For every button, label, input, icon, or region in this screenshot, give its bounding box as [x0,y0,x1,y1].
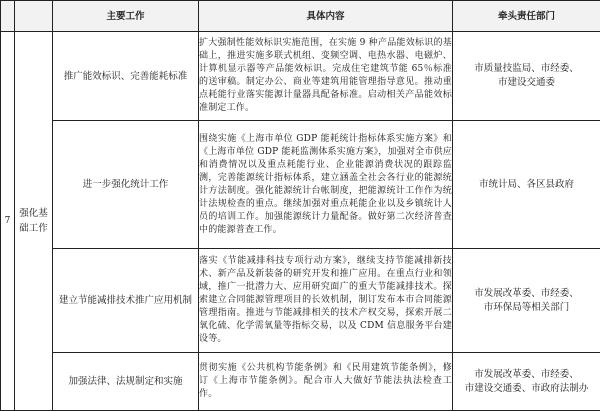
item-category [15,32,53,411]
category-line: 强化基 [19,208,48,219]
task-content: 扩大强制性能效标识实施范围，在实施 9 种产品能效标识的基础上，推进实施多联式机组、变频空调、电热水器、电磁炉、计算机显示器等产品能效标识。完成住宅建筑节能 65％标准的送审稿。制定办公、商业等建筑用能管理指导意见。推动重点耗能行业落实能源计量器具配备标准。启动相关产品能效标准制定工作。 [199,32,453,121]
table-row [1,353,600,411]
task-content: 落实《节能减排科技专项行动方案》，继续支持节能减排新技术、新产品及新装备的研究开发和推广应用。在重点行业和领域，推广一批潜力大、应用研究面广的重大节能减排技术。探索建立合同能源管理项目的长效机制，制订发布本市合同能源管理指南。推进与节能减排相关的技术产权交易，探索开展二氧化硫、化学需氧量等指标交易，以及 CDM 信息服务平台建设等。 [199,249,453,353]
table-row [1,32,600,121]
header-task: 主要工作 [53,1,199,32]
table-row [1,121,600,249]
task-name: 加强法律、法规制定和实施 [53,353,199,411]
task-name: 建立节能减排技术推广应用机制 [53,249,199,353]
task-name: 进一步强化统计工作 [53,121,199,249]
dept-line: 市统计局、各区县政府 [478,178,574,190]
header-dept: 牵头责任部门 [453,1,600,32]
dept-line: 市建设交通委 [497,77,555,88]
dept-line: 市质量技监局、市经委、 [474,63,579,74]
responsible-dept [453,121,600,249]
responsible-dept [453,353,600,411]
header-content: 具体内容 [199,1,453,32]
category-line: 础工作 [19,223,48,234]
task-name: 推广能效标识、完善能耗标准 [53,32,199,121]
header-blank-category [15,1,53,32]
table-header-row [1,1,600,32]
header-blank-number [1,1,15,32]
task-content: 贯彻实施《公共机构节能条例》和《民用建筑节能条例》，修订《上海市节能条例》。配合市人大做好节能法执法检查工作。 [199,353,453,411]
dept-line: 市环保局等相关部门 [483,301,570,313]
task-content: 围绕实施《上海市单位 GDP 能耗统计指标体系实施方案》和《上海市单位 GDP 能耗监测体系实施方案》，加强对全市供应和消费情况以及重点耗能行业、企业能源消费状况的跟踪监测，完善能源统计指标体系，建立涵盖全社会各行业的能源统计方法制度。强化能源统计台帐制度，把能源统计工作作为统计法规检查的重点。继续加强对重点耗能企业以及乡镇统计人员的培训工作。加强能源统计力量配备。做好第二次经济普查中的能源普查工作。 [199,121,453,249]
dept-line: 市发展改革委、市经委、 [474,368,579,380]
responsible-dept [453,32,600,121]
table-row [1,249,600,353]
dept-line: 市发展改革委、市经委、 [474,287,579,299]
responsible-dept [453,249,600,353]
dept-line: 市建设交通委、市政府法制办 [464,382,589,394]
item-number: 7 [1,32,15,411]
